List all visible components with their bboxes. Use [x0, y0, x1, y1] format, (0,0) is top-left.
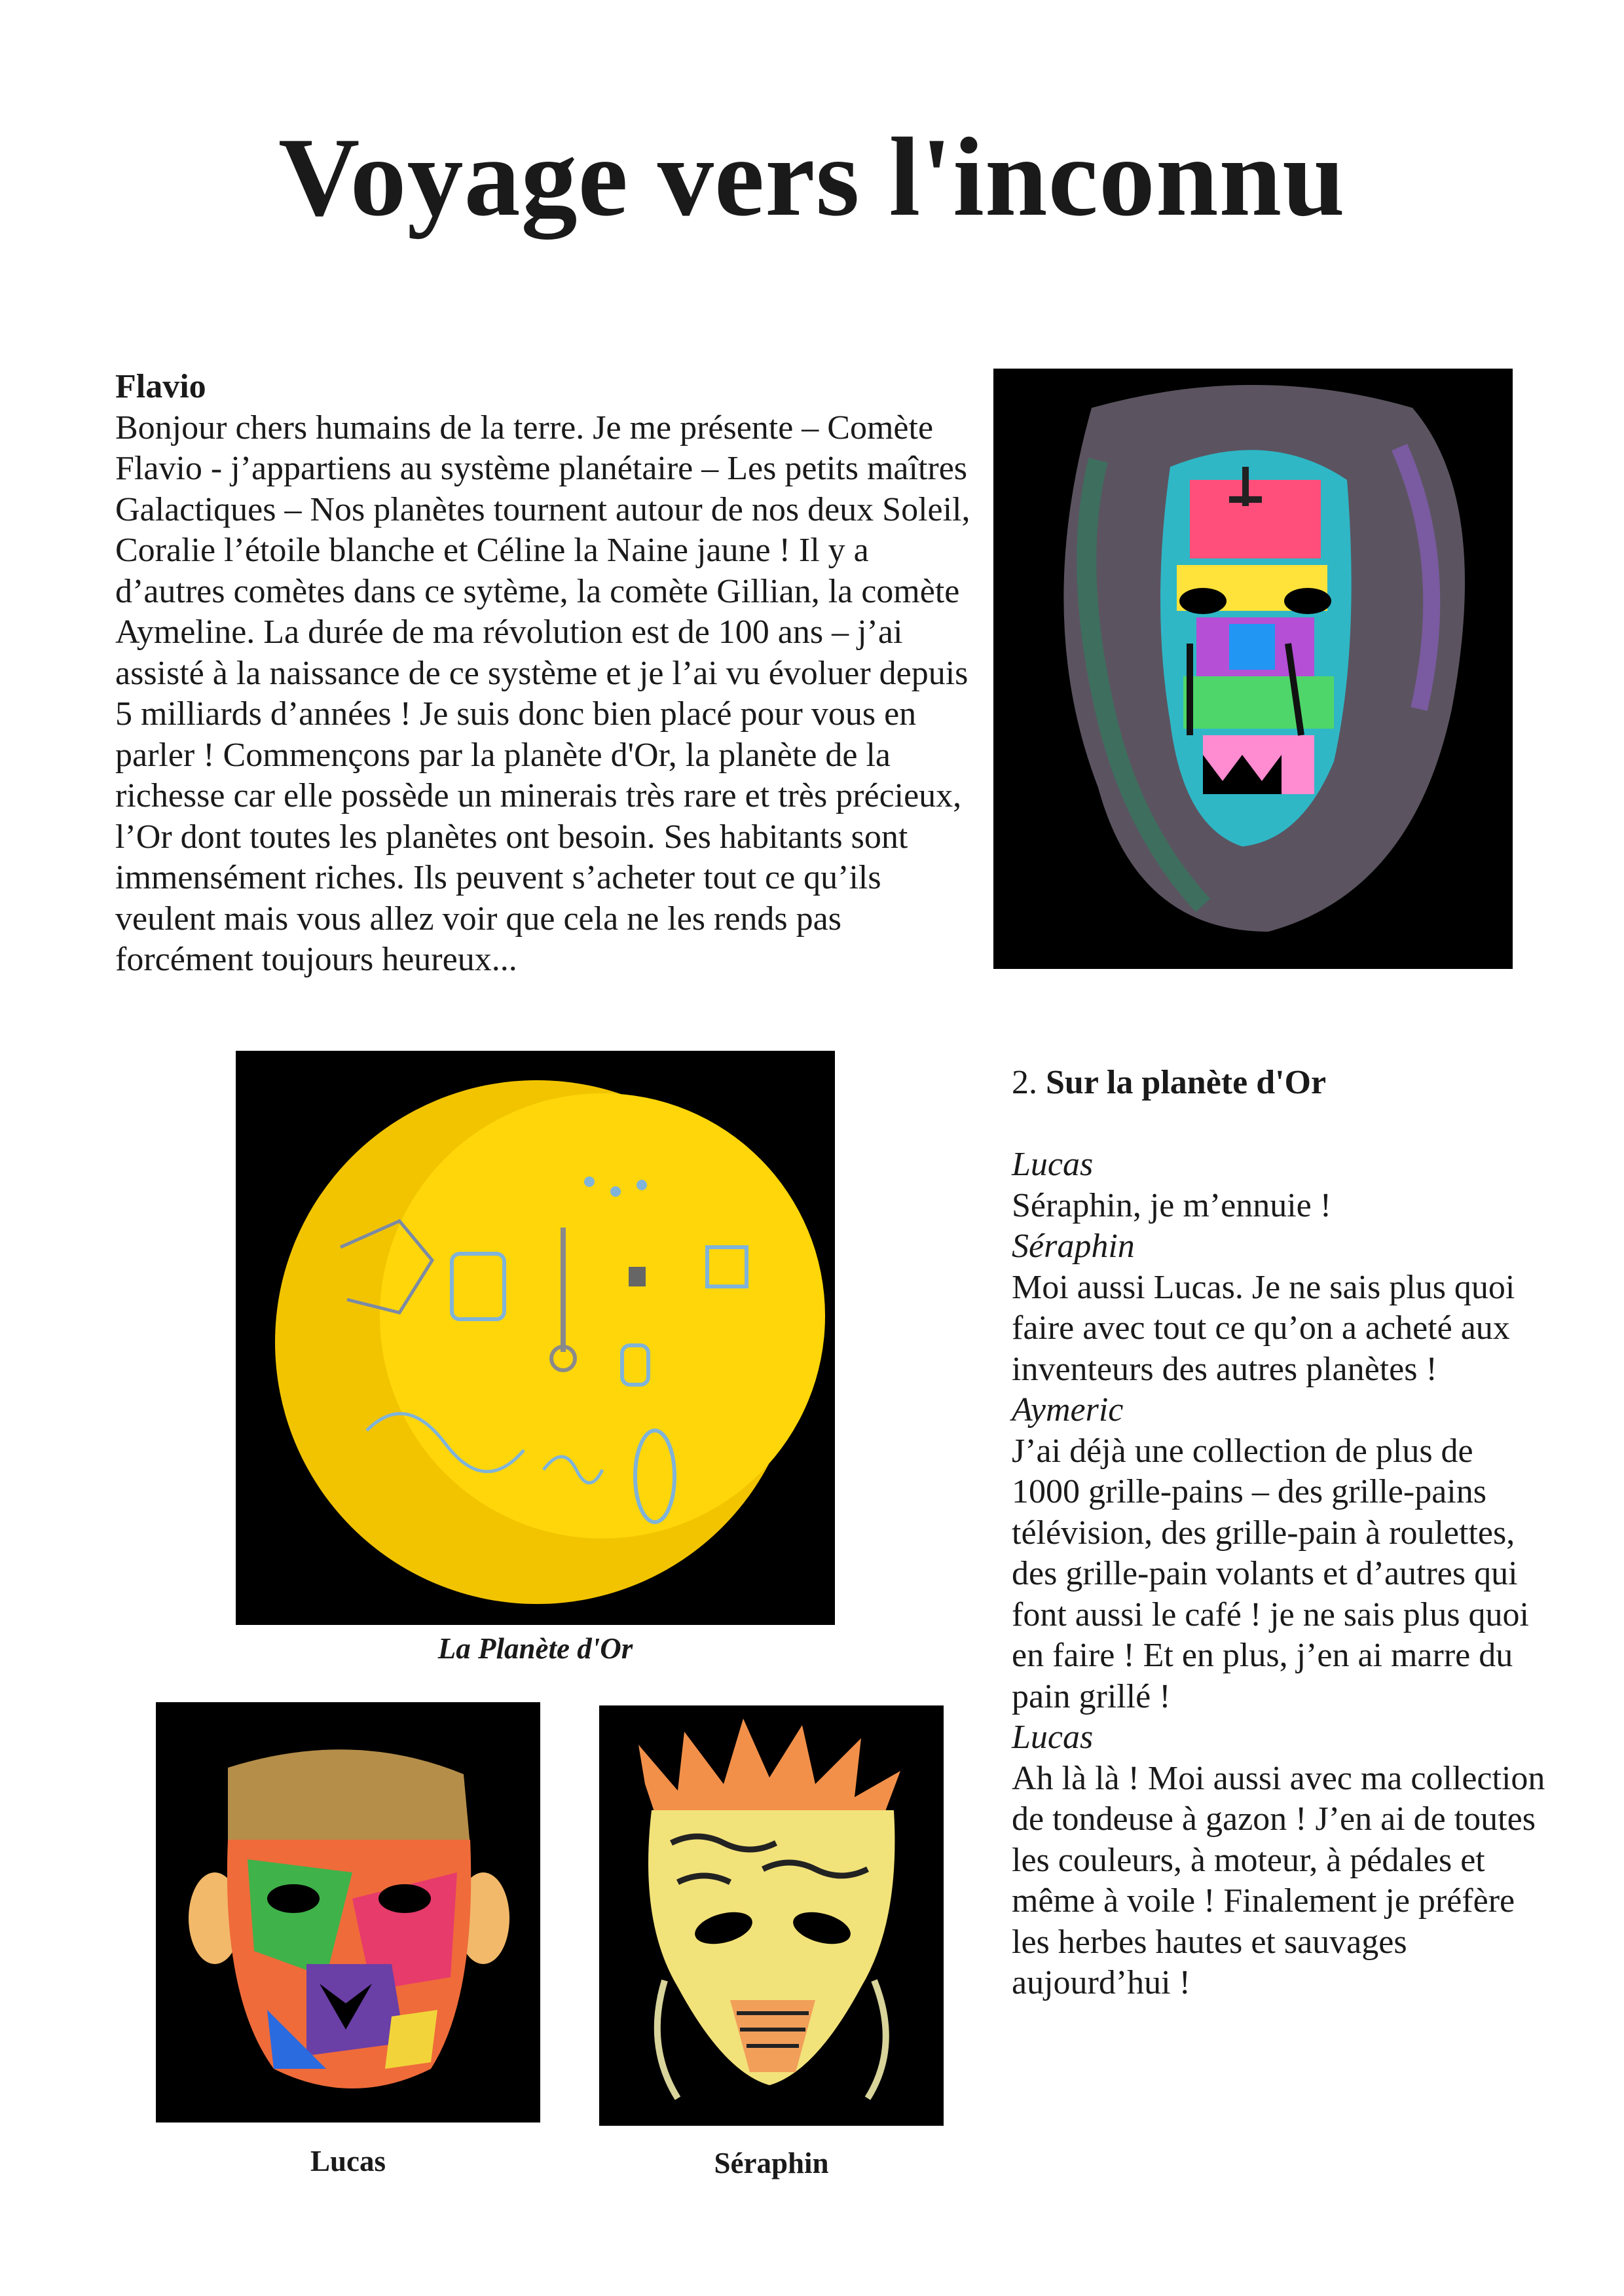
dialogue-line: Ah là là ! Moi aussi avec ma collection de tondeuse à gazon ! J’en ai de toutes les couleurs, à moteur, à pédales et même à voile ! Finalement je préfère les herbes hautes et sauvages aujourd’hui ! [1012, 1759, 1545, 2001]
dialogue-line: Moi aussi Lucas. Je ne sais plus quoi faire avec tout ce qu’on a acheté aux inventeurs des autres planètes ! [1012, 1268, 1515, 1388]
dialogue-line: Séraphin, je m’ennuie ! [1012, 1186, 1332, 1224]
seraphin-mask-image [599, 1705, 944, 2126]
dialogue-section [1012, 1063, 1549, 2004]
section-number: 2. [1012, 1064, 1037, 1101]
lucas-mask-image [156, 1702, 540, 2123]
dialogue-speaker: Séraphin [1012, 1228, 1135, 1265]
flavio-mask-image [993, 369, 1513, 969]
intro-paragraph [115, 367, 986, 981]
lucas-caption: Lucas [310, 2145, 386, 2178]
dialogue-speaker: Lucas [1012, 1719, 1094, 1756]
page-title: Voyage vers l'inconnu [278, 115, 1346, 240]
planet-caption: La Planète d'Or [437, 1632, 633, 1665]
dialogue-speaker: Lucas [1012, 1146, 1094, 1183]
planet-image [236, 1051, 835, 1625]
dialogue-speaker: Aymeric [1012, 1391, 1124, 1429]
intro-speaker: Flavio [115, 368, 206, 405]
section-heading [1012, 1063, 1549, 1104]
section-title: Sur la planète d'Or [1046, 1064, 1327, 1101]
dialogue-line: J’ai déjà une collection de plus de 1000 grille-pains – des grille-pains télévision, des grille-pain à roulettes, des grille-pain volants et d’autres qui font aussi le café ! je ne sais plus quoi en faire ! Et en plus, j’en ai marre du pain grillé ! [1012, 1432, 1529, 1715]
seraphin-caption: Séraphin [714, 2147, 829, 2179]
intro-text: Bonjour chers humains de la terre. Je me présente – Comète Flavio - j’appartiens au système planétaire – Les petits maîtres Galactiques – Nos planètes tournent autour de nos deux Soleil, Coralie l’étoile blanche et Céline la Naine jaune ! Il y a d’autres comètes dans ce sytème, la comète Gillian, la comète Aymeline. La durée de ma révolution est de 100 ans – j’ai assisté à la naissance de ce système et je l’ai vu évoluer depuis 5 milliards d’années ! Je suis donc bien placé pour vous en parler ! Commençons par la planète d'Or, la planète de la richesse car elle possède un minerais très rare et très précieux, l’Or dont toutes les planètes ont besoin. Ses habitants sont immensément riches. Ils peuvent s’acheter tout ce qu’ils veulent mais vous allez voir que cela ne les rends pas forcément toujours heureux... [115, 409, 970, 978]
